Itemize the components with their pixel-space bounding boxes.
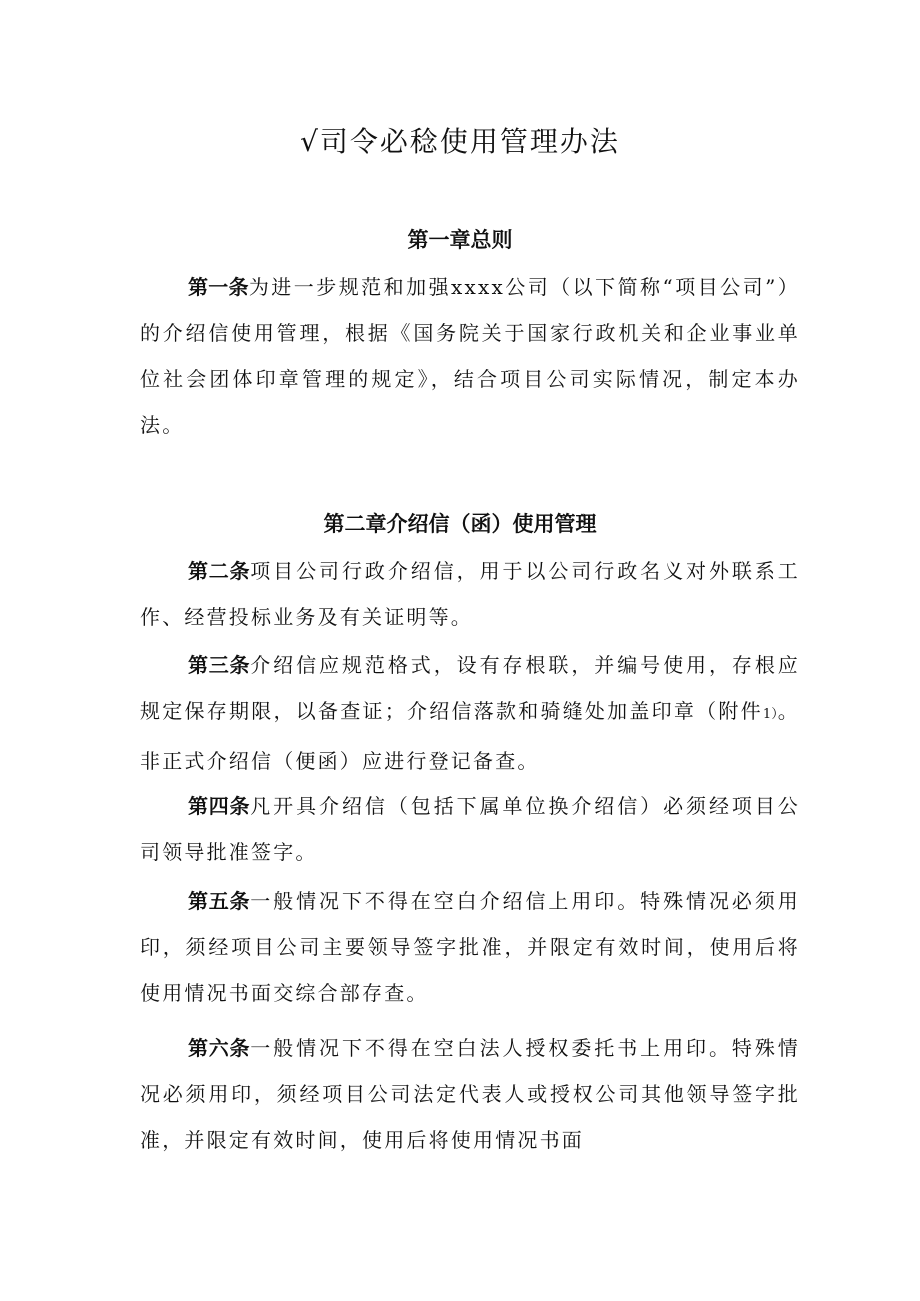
article-text: 项目公司行政介绍信，用于以公司行政名义对外联系工作、经营投标业务及有关证明等。 xyxy=(140,559,800,629)
article-4 xyxy=(140,783,800,875)
article-text-continued: 。非正式介绍信（便函）应进行登记备查。 xyxy=(140,699,800,773)
article-5 xyxy=(140,878,800,1016)
article-number: 第二条 xyxy=(188,559,251,583)
article-6 xyxy=(140,1025,800,1163)
article-text: 介绍信应规范格式，设有存根联，并编号使用，存根应规定保存期限，以备查证；介绍信落款和骑缝处加盖印章（附件 xyxy=(140,653,800,723)
article-text: 一般情况下不得在空白介绍信上用印。特殊情况必须用印，须经项目公司主要领导签字批准，并限定有效时间，使用后将使用情况书面交综合部存查。 xyxy=(140,889,800,1005)
article-number: 第六条 xyxy=(188,1036,251,1060)
article-text: 一般情况下不得在空白法人授权委托书上用印。特殊情况必须用印，须经项目公司法定代表人或授权公司其他领导签字批准，并限定有效时间，使用后将使用情况书面 xyxy=(140,1036,800,1152)
chapter-heading-1: 第一章总则 xyxy=(407,227,513,252)
article-1 xyxy=(140,264,800,448)
article-text: 为进一步规范和加强xxxx公司（以下简称“项目公司”）的介绍信使用管理，根据《国务院关于国家行政机关和企业事业单位社会团体印章管理的规定》，结合项目公司实际情况，制定本办法。 xyxy=(140,275,800,437)
article-number: 第五条 xyxy=(188,889,251,913)
article-number: 第三条 xyxy=(188,653,251,677)
attachment-note: 1） xyxy=(762,707,778,722)
article-3 xyxy=(140,642,800,784)
chapter-heading-2: 第二章介绍信（函）使用管理 xyxy=(323,511,597,536)
document-title: √司令必稔使用管理办法 xyxy=(300,125,620,158)
article-number: 第四条 xyxy=(188,794,251,818)
article-number: 第一条 xyxy=(188,275,249,299)
article-2 xyxy=(140,548,800,640)
article-text: 凡开具介绍信（包括下属单位换介绍信）必须经项目公司领导批准签字。 xyxy=(140,794,800,864)
